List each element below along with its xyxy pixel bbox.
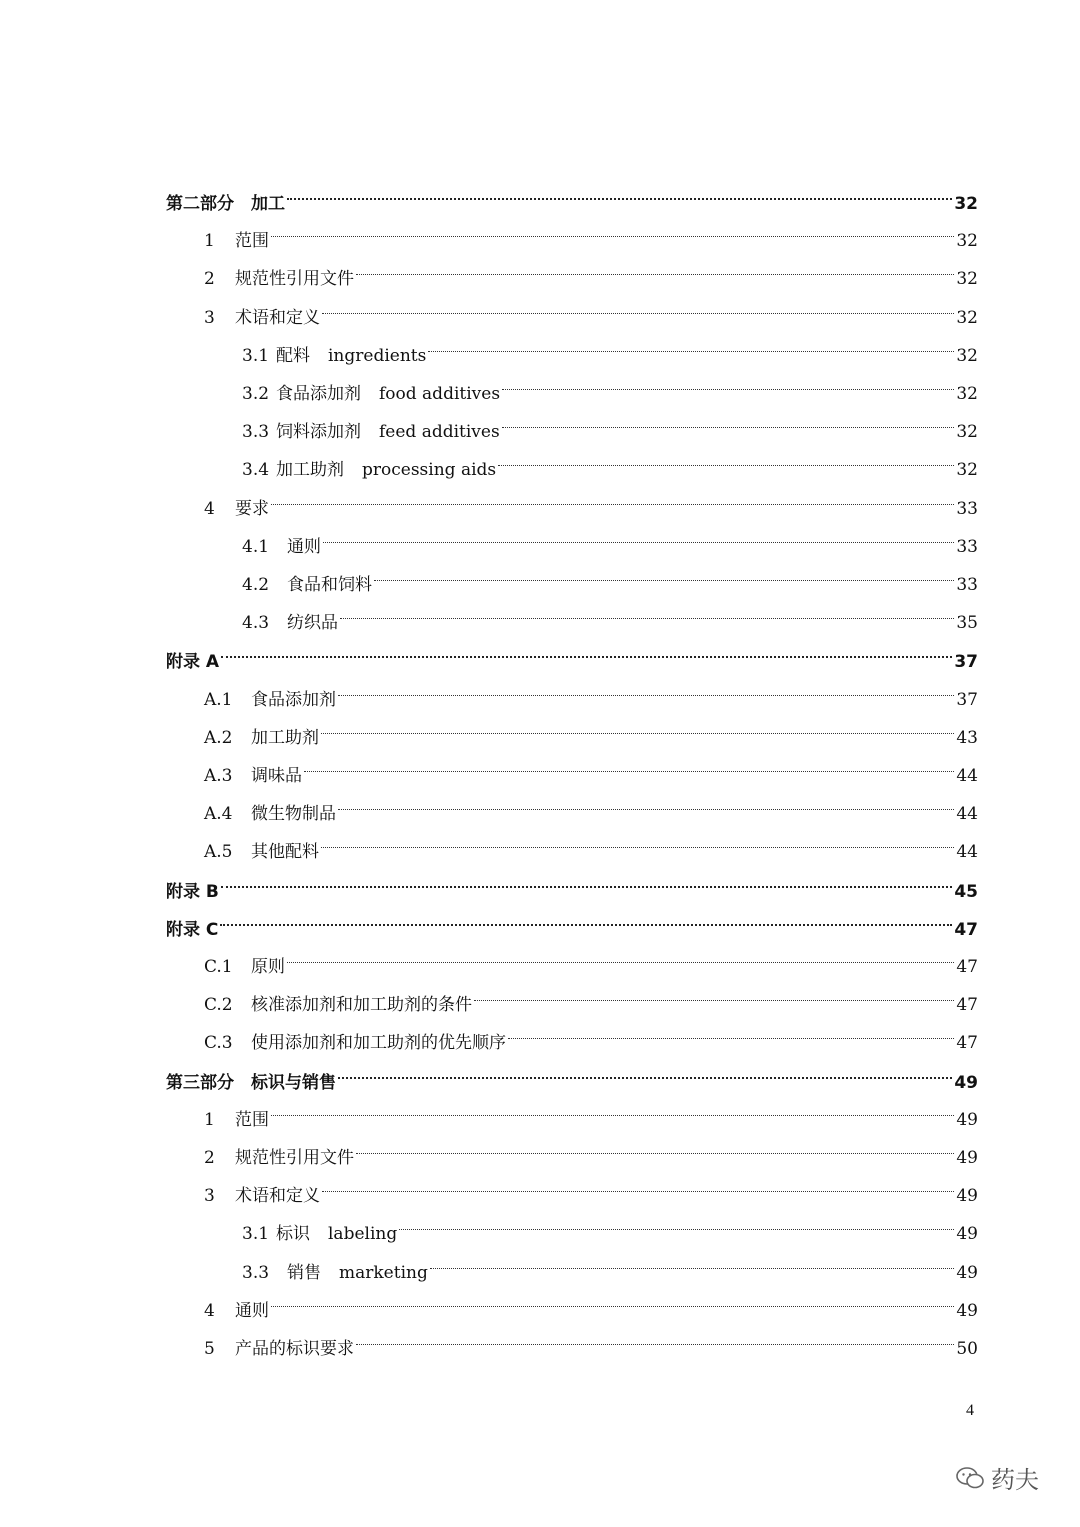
- toc-entry-number: A.4: [204, 804, 233, 825]
- toc-entry-title: 范围: [235, 1109, 269, 1130]
- toc-entry-page: 32: [956, 422, 978, 443]
- toc-entry-page: 49: [954, 1072, 978, 1093]
- toc-entry[interactable]: [204, 1017, 978, 1054]
- dot-leader: [271, 1276, 954, 1307]
- toc-entry-page: 33: [956, 498, 978, 519]
- toc-entry[interactable]: [204, 674, 978, 710]
- dot-leader: [338, 779, 954, 810]
- dot-leader: [356, 244, 954, 275]
- toc-entry[interactable]: [242, 406, 978, 443]
- toc-entry-title: 加工助剂: [251, 727, 319, 748]
- toc-entry[interactable]: [204, 215, 978, 252]
- toc-entry[interactable]: [242, 521, 978, 557]
- toc-entry[interactable]: [242, 1208, 978, 1245]
- dot-leader: [287, 168, 952, 200]
- toc-entry-english-title: food additives: [379, 384, 501, 404]
- toc-entry-title: 要求: [235, 498, 269, 519]
- toc-entry-page: 47: [954, 919, 978, 940]
- toc-entry-english-title: ingredients: [328, 345, 427, 366]
- toc-entry-number: 3.1: [242, 1224, 270, 1245]
- toc-entry-number: 4.1: [242, 536, 270, 557]
- toc-entry[interactable]: [204, 750, 978, 786]
- toc-entry[interactable]: [166, 865, 978, 902]
- toc-entry-english-title: processing aids: [362, 460, 497, 481]
- dot-leader: [271, 1085, 954, 1116]
- toc-entry-english-title: labeling: [328, 1224, 398, 1245]
- toc-entry-title: 规范性引用文件: [235, 1148, 354, 1168]
- toc-entry-page: 35: [956, 613, 978, 634]
- toc-entry-page: 47: [956, 995, 978, 1016]
- toc-entry[interactable]: [204, 979, 978, 1016]
- toc-entry-number: 5: [204, 1339, 215, 1359]
- toc-entry-page: 49: [956, 1186, 978, 1207]
- toc-entry-number: A.1: [204, 689, 233, 710]
- dot-leader: [321, 703, 954, 734]
- toc-entry[interactable]: [166, 177, 978, 214]
- toc-entry-page: 49: [956, 1262, 978, 1283]
- toc-entry-page: 49: [956, 1300, 978, 1321]
- toc-entry-number: C.3: [204, 1033, 233, 1054]
- toc-entry[interactable]: [204, 1323, 978, 1359]
- toc-entry-number: 3.1: [242, 345, 270, 366]
- toc-entry[interactable]: [166, 635, 978, 673]
- toc-entry-page: 45: [954, 881, 978, 902]
- toc-entry[interactable]: [204, 941, 978, 977]
- toc-entry-number: 3: [204, 307, 215, 328]
- toc-entry-page: 43: [956, 727, 978, 748]
- dot-leader: [322, 1161, 954, 1192]
- toc-entry[interactable]: [204, 1132, 978, 1168]
- toc-entry-number: A.3: [204, 766, 233, 786]
- toc-entry[interactable]: [204, 1094, 978, 1130]
- toc-entry-page: 32: [956, 345, 978, 366]
- toc-entry-title: 加工助剂: [276, 460, 344, 481]
- toc-entry-title: 第三部分 标识与销售: [166, 1072, 336, 1093]
- toc-entry[interactable]: [204, 826, 978, 863]
- toc-entry[interactable]: [242, 330, 978, 366]
- dot-leader: [356, 1123, 954, 1154]
- toc-entry[interactable]: [166, 903, 978, 940]
- toc-entry-title: 纺织品: [287, 613, 338, 634]
- toc-entry-number: C.1: [204, 957, 233, 977]
- toc-entry-title: 配料: [276, 345, 310, 366]
- toc-entry-page: 47: [956, 957, 978, 977]
- toc-entry-title: 附录 A: [166, 652, 220, 673]
- dot-leader: [399, 1199, 954, 1230]
- dot-leader: [498, 435, 954, 466]
- toc-entry-number: A.5: [204, 842, 233, 863]
- toc-entry-number: 3.3: [242, 1262, 270, 1283]
- dot-leader: [338, 1047, 952, 1079]
- toc-entry[interactable]: [204, 788, 978, 825]
- toc-entry-number: 2: [204, 1148, 215, 1168]
- toc-entry-number: 4: [204, 498, 215, 519]
- toc-entry-page: 47: [956, 1033, 978, 1054]
- toc-entry-title: 食品添加剂: [276, 384, 361, 404]
- dot-leader: [508, 1008, 954, 1039]
- toc-entry-title: 销售: [287, 1262, 321, 1283]
- toc-entry-title: 原则: [251, 957, 285, 977]
- toc-entry-page: 32: [956, 460, 978, 481]
- toc-entry-title: 食品添加剂: [251, 689, 336, 710]
- toc-entry-number: 1: [204, 1109, 215, 1130]
- toc-entry-title: 标识: [276, 1224, 310, 1245]
- toc-entry-number: 2: [204, 269, 215, 290]
- toc-entry-page: 50: [956, 1339, 978, 1359]
- watermark: [955, 1460, 1039, 1495]
- toc-entry-title: 附录 C: [166, 919, 219, 940]
- toc-entry-title: 术语和定义: [235, 307, 320, 328]
- dot-leader: [287, 932, 954, 963]
- dot-leader: [271, 474, 954, 505]
- wechat-icon: [955, 1466, 985, 1490]
- toc-entry-number: 4.3: [242, 613, 270, 634]
- dot-leader: [221, 856, 952, 888]
- dot-leader: [220, 894, 952, 926]
- toc-entry-english-title: marketing: [339, 1262, 428, 1283]
- toc-entry-page: 32: [954, 194, 978, 214]
- toc-entry[interactable]: [204, 292, 978, 328]
- toc-entry[interactable]: [242, 559, 978, 595]
- dot-leader: [321, 817, 954, 848]
- toc-entry-number: 3: [204, 1186, 215, 1207]
- toc-entry-title: 饲料添加剂: [276, 422, 361, 443]
- toc-entry-title: 食品和饲料: [287, 575, 372, 595]
- toc-entry-page: 44: [956, 842, 978, 863]
- toc-entry-title: 核准添加剂和加工助剂的条件: [251, 995, 472, 1016]
- toc-entry-number: 1: [204, 231, 215, 252]
- page-number: 4: [966, 1402, 974, 1419]
- toc-entry-page: 32: [956, 269, 978, 290]
- dot-leader: [502, 359, 954, 390]
- toc-entry-number: 3.2: [242, 384, 270, 404]
- toc-entry-number: C.2: [204, 995, 233, 1016]
- toc-entry-title: 通则: [287, 536, 321, 557]
- toc-entry-title: 附录 B: [166, 881, 219, 902]
- toc-entry-page: 33: [956, 575, 978, 595]
- dot-leader: [323, 512, 954, 543]
- toc-entry-title: 范围: [235, 231, 269, 252]
- toc-entry-title: 使用添加剂和加工助剂的优先顺序: [251, 1033, 506, 1054]
- toc-entry[interactable]: [204, 253, 978, 290]
- dot-leader: [338, 665, 954, 696]
- toc-entry-page: 44: [956, 804, 978, 825]
- toc-entry-title: 术语和定义: [235, 1186, 320, 1207]
- toc-entry[interactable]: [242, 1247, 978, 1283]
- toc-entry-page: 33: [956, 536, 978, 557]
- dot-leader: [474, 970, 954, 1001]
- dot-leader: [428, 321, 954, 352]
- toc-entry-page: 32: [956, 231, 978, 252]
- toc-entry[interactable]: [204, 1285, 978, 1321]
- toc-entry-page: 32: [956, 307, 978, 328]
- dot-leader: [340, 588, 954, 619]
- toc-entry-number: 3.4: [242, 460, 270, 481]
- toc-entry[interactable]: [242, 597, 978, 634]
- dot-leader: [430, 1238, 955, 1269]
- toc-entry-title: 其他配料: [251, 842, 319, 863]
- toc-entry-page: 49: [956, 1109, 978, 1130]
- dot-leader: [271, 206, 954, 237]
- toc-entry-number: 4.2: [242, 575, 270, 595]
- toc-entry-title: 调味品: [251, 766, 302, 786]
- toc-entry-title: 规范性引用文件: [235, 269, 354, 290]
- toc-entry-number: 3.3: [242, 422, 270, 443]
- toc-entry-title: 微生物制品: [251, 804, 336, 825]
- toc-entry-number: A.2: [204, 727, 233, 748]
- dot-leader: [356, 1314, 954, 1345]
- toc-entry-number: 4: [204, 1300, 215, 1321]
- toc-entry-page: 37: [956, 689, 978, 710]
- toc-entry-page: 32: [956, 384, 978, 404]
- dot-leader: [502, 397, 955, 428]
- toc-entry[interactable]: [242, 444, 978, 481]
- toc-entry-title: 第二部分 加工: [166, 194, 285, 214]
- toc-entry-page: 44: [956, 766, 978, 786]
- toc-entry[interactable]: [204, 483, 978, 519]
- toc-entry[interactable]: [204, 712, 978, 748]
- toc-entry[interactable]: [166, 1056, 978, 1093]
- dot-leader: [221, 626, 952, 658]
- dot-leader: [374, 550, 954, 581]
- toc-entry-english-title: feed additives: [379, 422, 500, 443]
- toc-entry[interactable]: [204, 1170, 978, 1207]
- dot-leader: [322, 283, 954, 314]
- toc-entry-title: 通则: [235, 1300, 269, 1321]
- watermark-text: 药夫: [991, 1466, 1039, 1494]
- dot-leader: [304, 741, 954, 772]
- toc-entry-page: 49: [956, 1224, 978, 1245]
- toc-entry[interactable]: [242, 368, 978, 404]
- toc-entry-page: 37: [954, 652, 978, 673]
- toc-entry-page: 49: [956, 1148, 978, 1168]
- toc-entry-title: 产品的标识要求: [235, 1339, 354, 1359]
